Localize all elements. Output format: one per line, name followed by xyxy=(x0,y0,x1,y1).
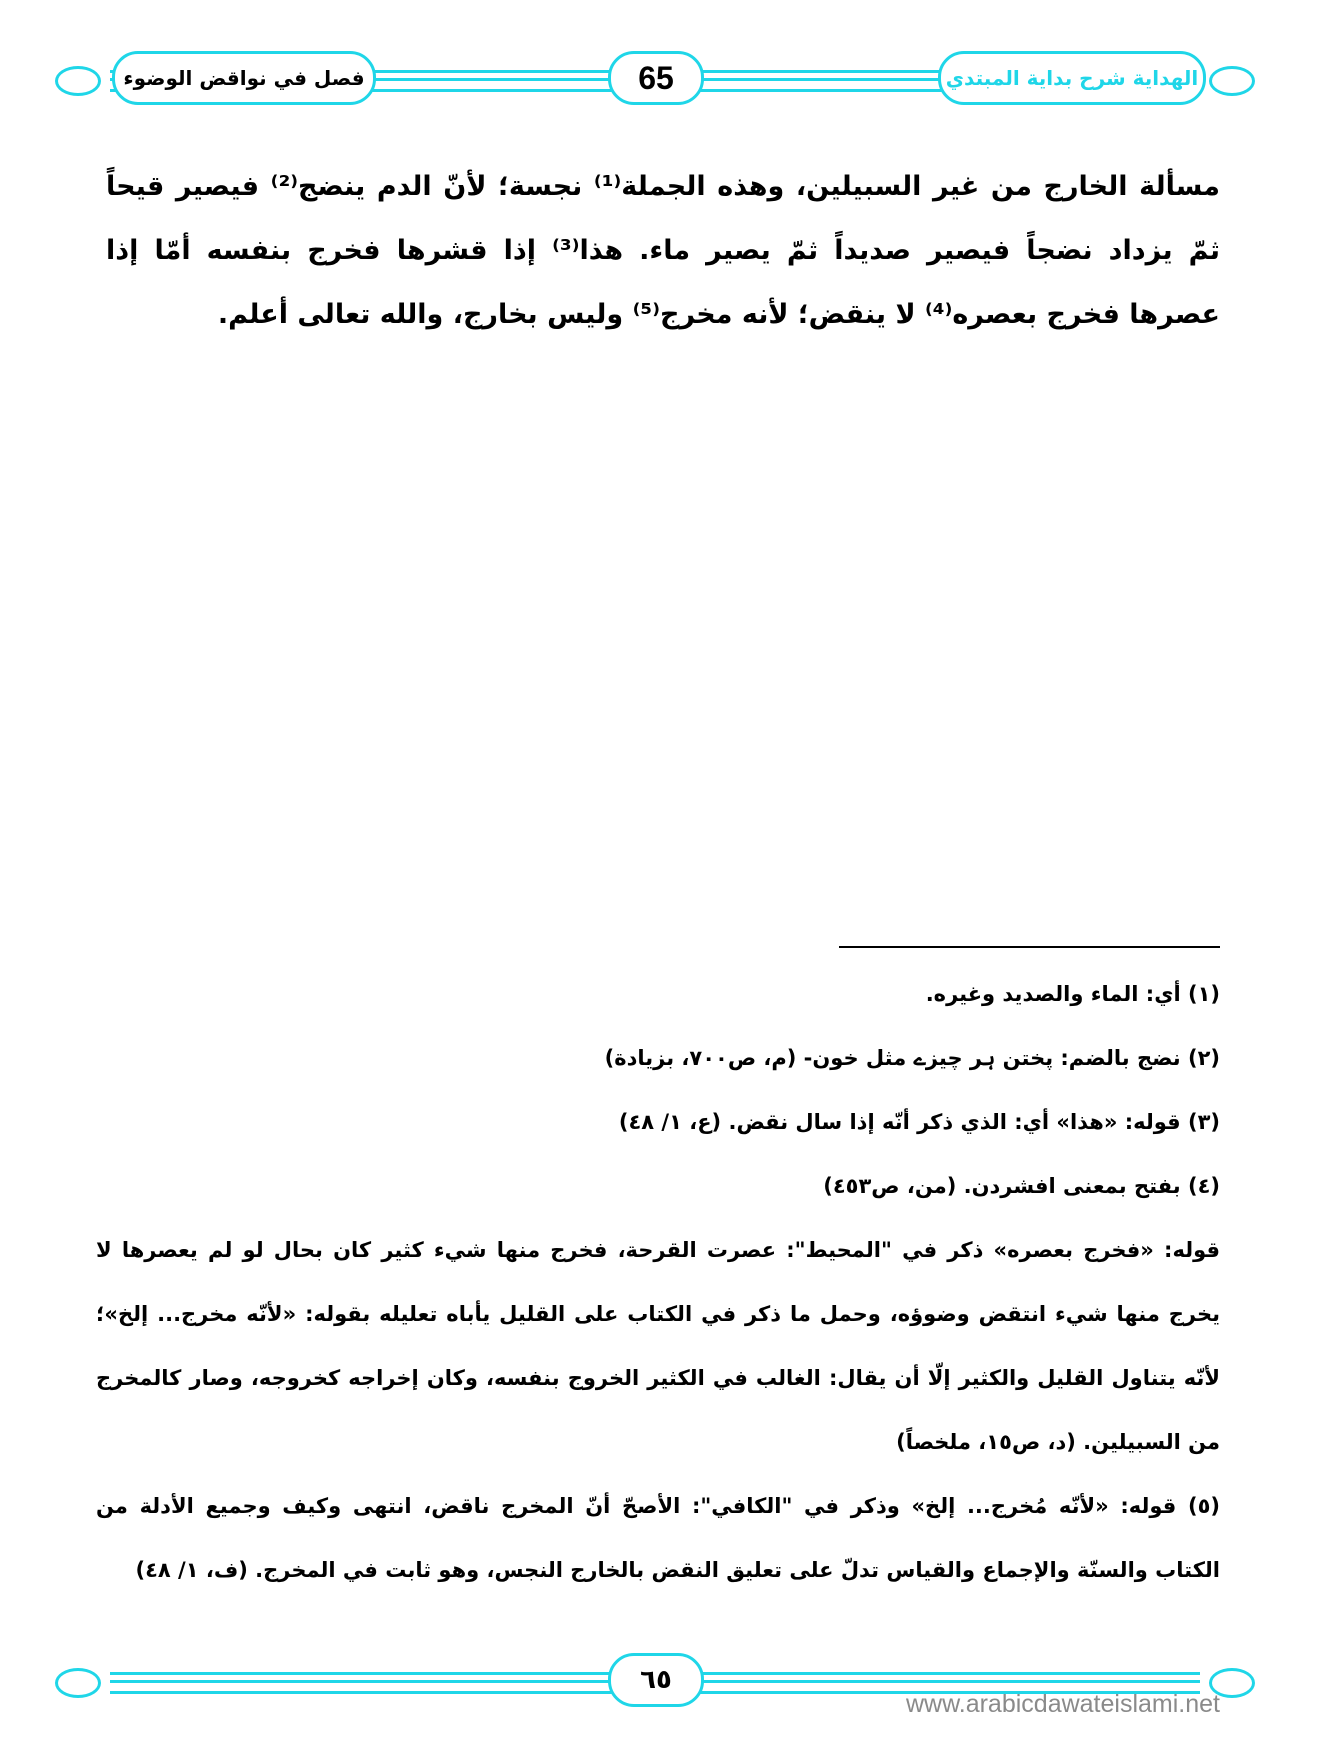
ornament-cap-left xyxy=(55,66,101,96)
page-number: 65 xyxy=(608,51,704,105)
header-ornament xyxy=(50,48,1260,108)
footnotes xyxy=(96,962,1220,1602)
footnote-separator xyxy=(839,946,1220,948)
footnote-4: (٤) بفتح بمعنى افشردن. (من، ص٤٥٣) xyxy=(823,1174,1220,1198)
book-title-logo: الهداية شرح بداية المبتدي xyxy=(938,51,1206,105)
footer-page-number: ٦٥ xyxy=(608,1653,704,1707)
website-url: www.arabicdawateislami.net xyxy=(905,1690,1220,1718)
footnote-4-commentary: قوله: «فخرج بعصره» ذكر في "المحيط": عصرت القرحة، فخرج منها شيء كثير كان بحال لو لم يعصرها لا يخرج منها شيء انتقض وضوؤه، وحمل ما ذكر في الكتاب على القليل يأباه تعليله بقوله: «لأنّه مخرج... إلخ»؛ لأنّه يتناول القليل والكثير إلّا أن يقال: الغالب في الكثير الخروج بنفسه، وكان إخراجه كخروجه، وصار كالمخرج من السبيلين. (د، ص١٥، ملخصاً) xyxy=(96,1238,1220,1454)
footnote-2: (٢) نضج بالضم: پختن ہر چیزے مثل خون- (م، ص٧٠٠، بزيادة) xyxy=(604,1046,1220,1070)
footnote-5: (٥) قوله: «لأنّه مُخرج... إلخ» وذكر في "الكافي": الأصحّ أنّ المخرج ناقض، انتهى وكيف وجميع الأدلة من الكتاب والسنّة والإجماع والقياس تدلّ على تعليق النقض بالخارج النجس، وهو ثابت في المخرج. (ف، ١/ ٤٨) xyxy=(96,1494,1220,1582)
main-text: مسألة الخارج من غير السبيلين، وهذه الجملة⁽¹⁾ نجسة؛ لأنّ الدم ينضج⁽²⁾ فيصير قيحاً ثمّ يزداد نضجاً فيصير صديداً ثمّ يصير ماء. هذا⁽³⁾ إذا قشرها فخرج بنفسه أمّا إذا عصرها فخرج بعصره⁽⁴⁾ لا ينقض؛ لأنه مخرج⁽⁵⁾ وليس بخارج، والله تعالى أعلم. xyxy=(106,171,1220,330)
footnote-3: (٣) قوله: «هذا» أي: الذي ذكر أنّه إذا سال نقض. (ع، ١/ ٤٨) xyxy=(618,1110,1220,1134)
footnote-1: (١) أي: الماء والصديد وغيره. xyxy=(925,982,1220,1006)
ornament-cap-right xyxy=(1209,66,1255,96)
ornament-cap-left xyxy=(55,1668,101,1698)
chapter-title: فصل في نواقض الوضوء xyxy=(112,51,376,105)
